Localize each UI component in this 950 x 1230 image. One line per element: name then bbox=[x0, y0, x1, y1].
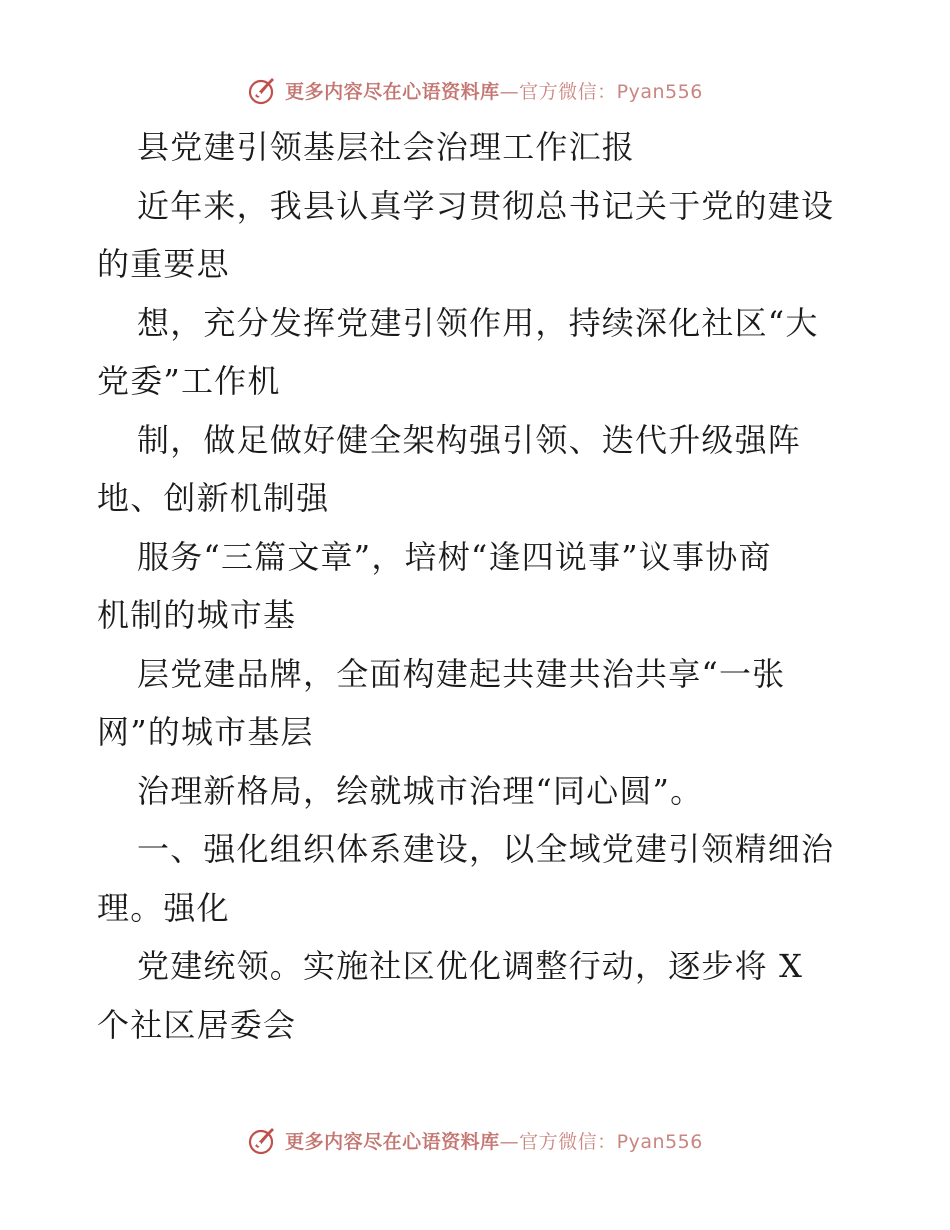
paragraph-line: 层党建品牌，全面构建起共建共治共享“一张 bbox=[137, 654, 786, 693]
paragraph-line: 近年来，我县认真学习贯彻总书记关于党的建设 bbox=[137, 186, 835, 225]
footer-watermark-banner bbox=[0, 1120, 950, 1160]
paragraph-line: 地、创新机制强 bbox=[97, 479, 330, 517]
footer-watermark-text: 更多内容尽在心语资料库—官方微信：Pyan556 bbox=[285, 1130, 703, 1153]
pen-nib-logo-icon bbox=[247, 74, 279, 106]
document-title: 县党建引领基层社会治理工作汇报 bbox=[137, 128, 636, 166]
paragraph-line: 网”的城市基层 bbox=[97, 713, 314, 751]
paragraph-line: 个社区居委会 bbox=[97, 1005, 297, 1044]
paragraph-line: 制，做足做好健全架构强引领、迭代升级强阵 bbox=[137, 420, 802, 459]
header-watermark-text: 更多内容尽在心语资料库—官方微信：Pyan556 bbox=[285, 80, 703, 103]
pen-nib-logo-icon bbox=[247, 1124, 279, 1156]
paragraph-line: 党建统领。实施社区优化调整行动，逐步将 X bbox=[137, 947, 804, 985]
section-heading-line: 一、强化组织体系建设，以全域党建引领精细治 bbox=[137, 830, 835, 868]
document-body bbox=[97, 118, 857, 1054]
paragraph-line: 的重要思 bbox=[97, 245, 230, 283]
paragraph-line: 治理新格局，绘就城市治理“同心圆”。 bbox=[137, 771, 704, 810]
paragraph-line: 理。强化 bbox=[97, 888, 230, 927]
header-watermark-banner bbox=[0, 70, 950, 110]
paragraph-line: 想，充分发挥党建引领作用，持续深化社区“大 bbox=[137, 303, 819, 342]
paragraph-line: 服务“三篇文章”，培树“逢四说事”议事协商 bbox=[137, 537, 772, 576]
paragraph-line: 机制的城市基 bbox=[97, 596, 297, 634]
paragraph-line: 党委”工作机 bbox=[97, 362, 281, 400]
